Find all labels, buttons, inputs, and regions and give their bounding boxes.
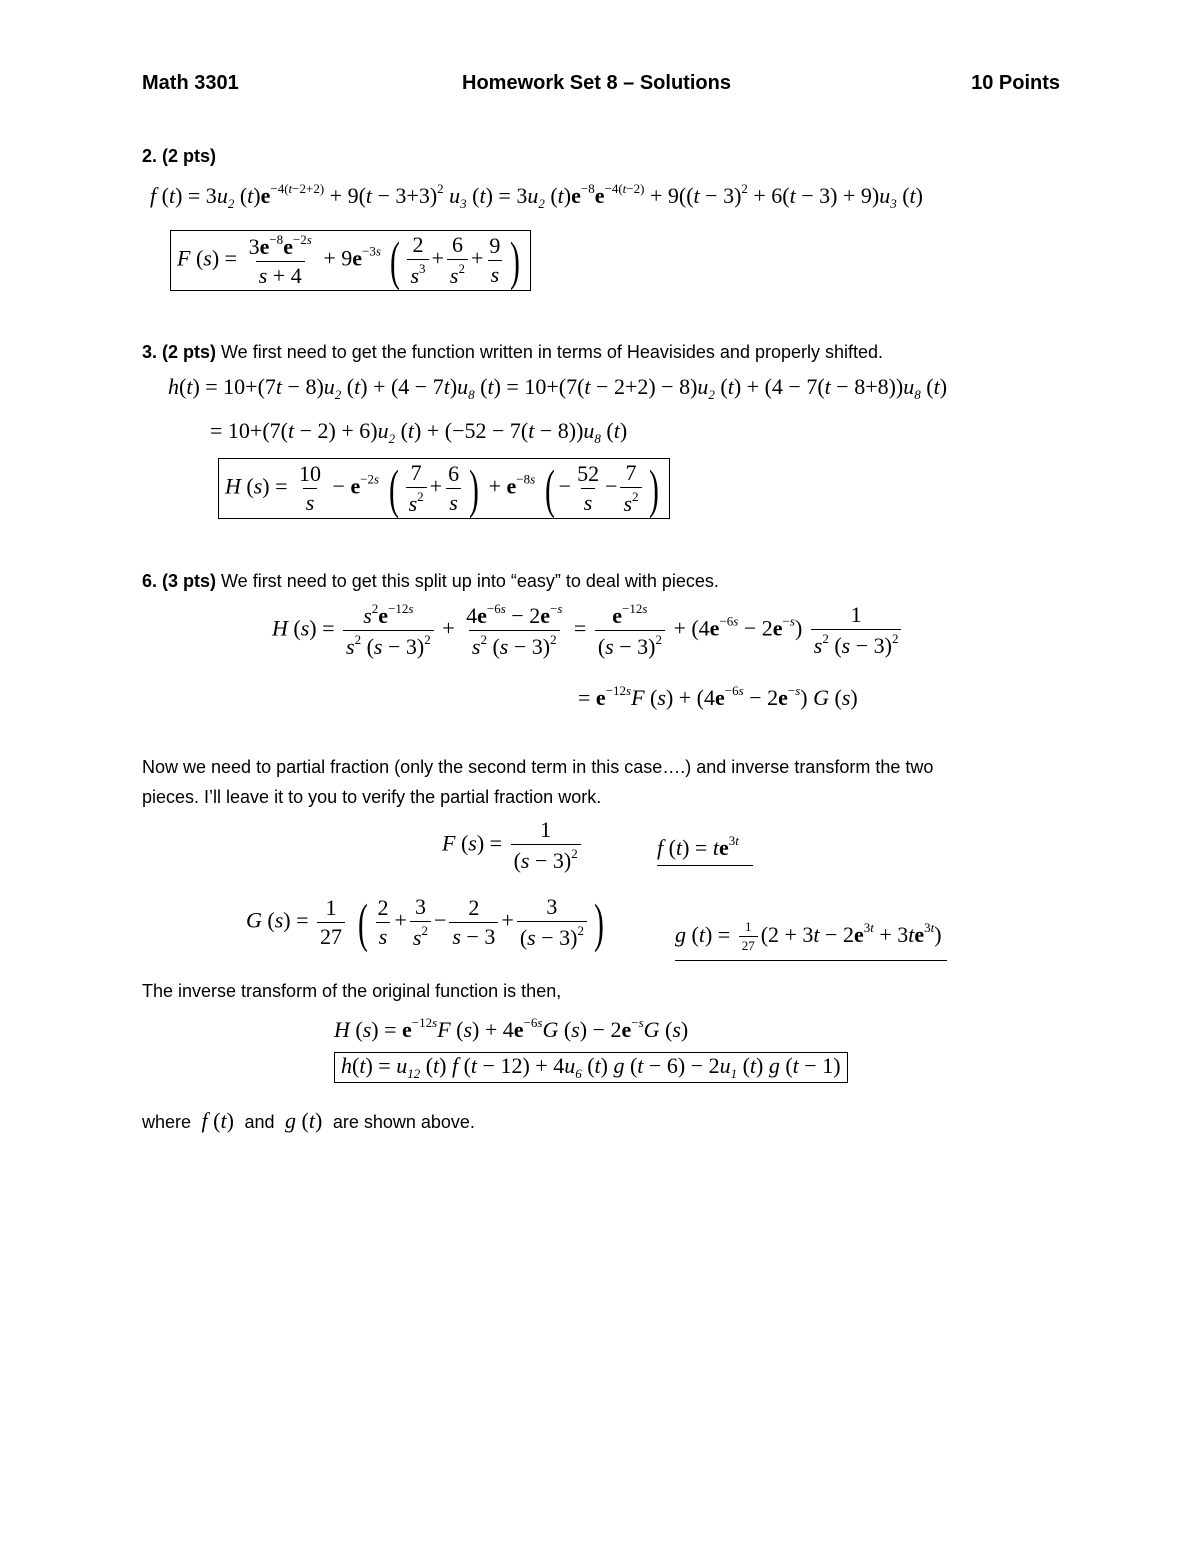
final-answer-box: $h(t) = u_{12}$ (t) f $(t - 12) + 4u_6$ (t) g $(t - 6) - 2u_1$ (t) g (t − 1): [334, 1052, 848, 1083]
problem-3-answer-box: H (s) = $\frac{10}{s}$ − $e^{-2s}$ ( $\frac{7}{s^2}$ + $\frac{6}{s}$ ) + $e^{-8s}$ ( − $\frac{52}{s}$ − $\frac{7}{s^2}$ ): [218, 458, 670, 519]
problem-2-heading: 2. (2 pts): [142, 146, 217, 166]
page-header: [142, 72, 1060, 102]
closing-sentence: where f (t) and g (t) are shown above.: [142, 1108, 475, 1133]
partial-fraction-paragraph-line-1: Now we need to partial fraction (only the second term in this case….) and inverse transform the two: [142, 757, 934, 777]
problem-6-heading: 6. (3 pts) We first need to get this split up into “easy” to deal with pieces.: [142, 571, 719, 591]
points-total: 10 Points: [971, 72, 1060, 94]
equation-H-final: H $(s) = e^{-12s}F$ $(s) + 4e^{-6s}G$ $(s) - 2e^{-s}G$ (s): [334, 1015, 689, 1042]
equation-G-of-s: G (s) = $\frac{1}{27}$ ( $\frac{2}{s}$ + $\frac{3}{s^2}$ − $\frac{2}{s - 3}$ + $\frac{3}{(s - 3)^2}$ ): [246, 892, 604, 953]
problem-2-answer-box: F (s) = $\frac{3e^{-8}e^{-2s}}{s + 4}$ + $9e^{-3s}$ ( $\frac{2}{s^3}$ + $\frac{6}{s^2}$ + $\frac{9}{s}$ ): [170, 230, 531, 291]
partial-fraction-paragraph-line-2: pieces. I’ll leave it to you to verify the partial fraction work.: [142, 787, 602, 807]
inverse-transform-intro: The inverse transform of the original function is then,: [142, 981, 562, 1001]
course-title: Math 3301: [142, 72, 239, 94]
problem-2-equation-f: f $(t) = 3u_2$ $(t)e^{-4(t-2+2)} + 9(t - 3+3)^2$ $u_3$ $(t) = 3u_2$ $(t)e^{-8}e^{-4(t-2)} + 9((t - 3)^2 + 6(t - 3) + 9)u_3$ (t): [150, 181, 923, 211]
problem-3-equation-h-shifted: = $10+(7(t - 2) + 6)u_2$ $(t) + (-52 - 7(t - 8))u_8$ (t): [210, 418, 628, 446]
equation-F-of-s: F (s) = $\frac{1}{(s - 3)^2}$: [442, 818, 584, 873]
problem-6-equation-H-split: = $e^{-12s}F$ $(s) + (4e^{-6s} - 2e^{-s})$ G (s): [578, 683, 858, 710]
problem-6-equation-H: H (s) = $\frac{s^2e^{-12s}}{s^2 (s - 3)^2}$ + $\frac{4e^{-6s} - 2e^{-s}}{s^2 (s - 3)^2}$ = $\frac{e^{-12s}}{(s - 3)^2}$ + $(4e^{-6s} - 2e^{-s})$ $\frac{1}{s^2 (s - 3)^2}$: [272, 602, 904, 659]
equation-f-of-t: f $(t) = te^{3t}$: [657, 834, 753, 866]
equation-g-of-t: g (t) = $\frac{1}{27}$ $(2 + 3t - 2e^{3t} + 3te^{3t})$: [675, 920, 947, 961]
problem-3-heading: 3. (2 pts) We first need to get the function written in terms of Heavisides and properly shifted.: [142, 342, 884, 362]
assignment-title: Homework Set 8 – Solutions: [462, 72, 731, 94]
problem-3-equation-h: $h(t) = 10+(7t - 8)u_2$ $(t) + (4 - 7t)u_8$ $(t) = 10+(7(t - 2+2) - 8)u_2$ $(t) + (4 - 7(t - 8+8))u_8$ (t): [168, 374, 948, 402]
